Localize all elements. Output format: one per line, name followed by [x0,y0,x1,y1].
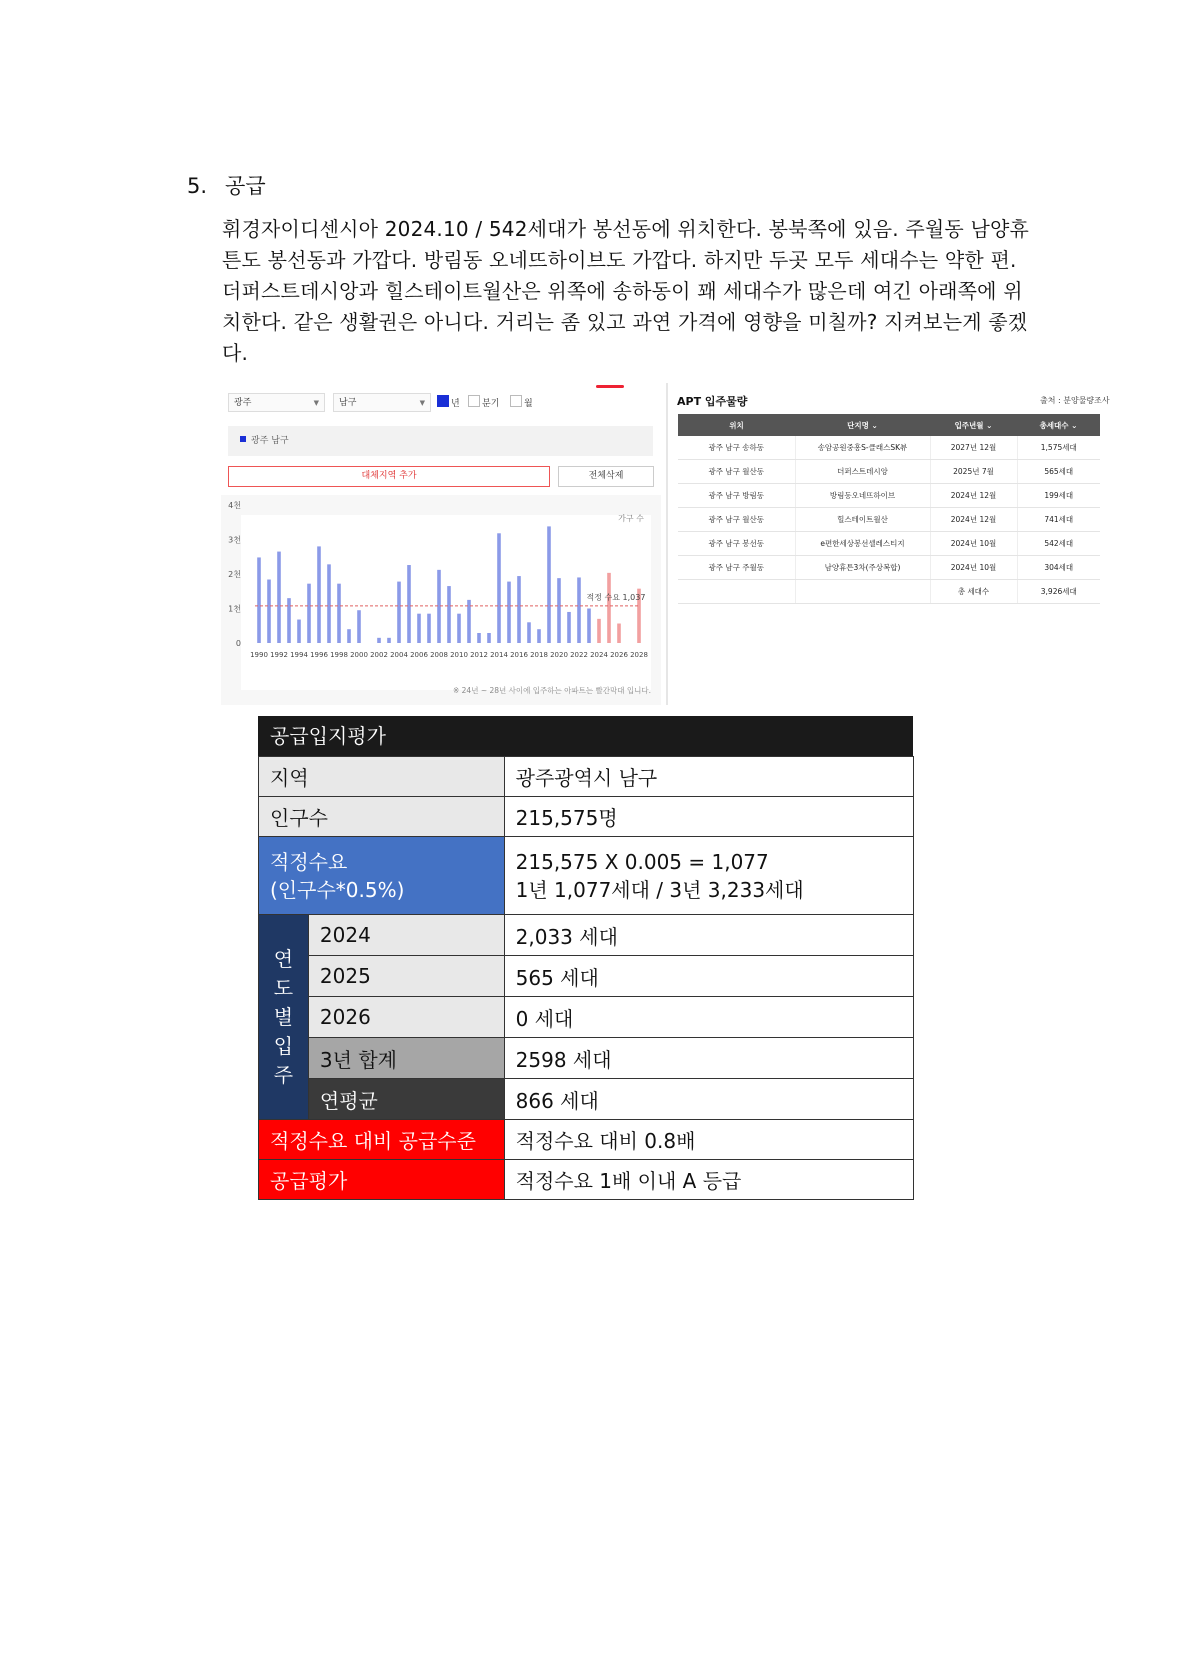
x-tick-label: 2022 [570,651,588,659]
bar [617,624,621,643]
grade-row [259,1160,914,1200]
col-header-units[interactable]: 총세대수 ⌄ [1017,414,1100,436]
bar [287,598,291,643]
cell [795,580,930,604]
cell: 더퍼스트데시앙 [795,460,930,484]
period-year-label: 년 [451,399,460,409]
bar [437,570,441,643]
chevron-down-icon: ▼ [419,399,425,407]
ratio-value: 적정수요 대비 0.8배 [504,1120,913,1160]
bar [267,580,271,643]
cell: 304세대 [1017,556,1100,580]
y-tick-label: 4천 [228,501,241,510]
table-total-row [678,580,1100,604]
bar [357,610,361,643]
demand-value-line: 1년 1,077세대 / 3년 3,233세대 [515,877,804,902]
vertical-char: 도 [273,975,294,1000]
yearly-supply-label [259,915,309,1120]
bar [317,546,321,643]
bar [457,614,461,643]
x-tick-label: 2010 [450,651,468,659]
period-month-label: 월 [524,399,533,409]
x-tick-label: 2028 [630,651,648,659]
bar [587,609,591,644]
checkbox-checked-icon [437,395,449,407]
demand-value [504,837,913,915]
bar [277,552,281,643]
table-row [678,460,1100,484]
bar [557,578,561,643]
bar [527,622,531,643]
district-select-value: 남구 [339,398,357,408]
series-label: 가구 수 [618,514,644,523]
section-title: 공급 [225,174,266,198]
cell: 남양휴튼3차(주상복합) [795,556,930,580]
x-tick-label: 2026 [610,651,628,659]
average-row [259,1079,914,1120]
demand-line-label: 적정 수요 1,037 [586,592,646,602]
region-label: 광주 남구 [251,436,289,446]
paragraph-line: 치한다. 같은 생활권은 아니다. 거리는 좀 있고 과연 가격에 영향을 미칠까? 지켜보는게 좋겠 [222,310,1028,334]
x-tick-label: 2024 [590,651,608,659]
bar [507,582,511,643]
bar [417,614,421,643]
cell: 광주 남구 방림동 [678,484,795,508]
y-tick-label: 2천 [228,570,241,579]
total-label: 3년 합계 [308,1038,504,1079]
average-value: 866 세대 [504,1079,913,1120]
demand-label [259,837,505,915]
body-paragraph [222,214,1042,369]
x-tick-label: 2008 [430,651,448,659]
x-tick-label: 2014 [490,651,508,659]
x-tick-label: 2012 [470,651,488,659]
bar [537,629,541,643]
table-row [678,532,1100,556]
paragraph-line: 다. [222,341,249,365]
bar [427,614,431,643]
bar [397,582,401,643]
year-row [259,956,914,997]
vertical-char: 주 [273,1062,294,1087]
bar [447,586,451,643]
population-value: 215,575명 [504,797,913,837]
year-value: 565 세대 [504,956,913,997]
bar [487,633,491,643]
apt-source-label: 출처 : 분양물량조사 [1040,396,1110,405]
bar [567,612,571,643]
col-header-complex[interactable]: 단지명 ⌄ [795,414,930,436]
total-value: 2598 세대 [504,1038,913,1079]
y-tick-label: 0 [235,639,241,648]
bar [297,620,301,643]
paragraph-line: 튼도 봉선동과 가깝다. 방림동 오네뜨하이브도 가깝다. 하지만 두곳 모두 세대수는 약한 편. [222,248,1017,272]
bar [517,576,521,643]
cell [678,580,795,604]
cell: 2024년 10월 [930,556,1017,580]
supply-evaluation-table [258,756,914,1200]
cell: 광주 남구 월산동 [678,460,795,484]
region-label: 지역 [259,757,505,797]
x-tick-label: 2018 [530,651,548,659]
cell: 1,575세대 [1017,436,1100,460]
cell: 3,926세대 [1017,580,1100,604]
checkbox-icon [510,395,522,407]
cell: 199세대 [1017,484,1100,508]
paragraph-line: 더퍼스트데시앙과 힐스테이트월산은 위쪽에 송하동이 꽤 세대수가 많은데 여긴 아래쪽에 위 [222,279,1023,303]
cell: 2024년 12월 [930,508,1017,532]
bar [327,564,331,643]
eval-table-title: 공급입지평가 [258,716,913,756]
table-row [678,508,1100,532]
year-row [259,915,914,956]
bar [577,577,581,643]
city-select-value: 광주 [234,398,252,408]
cell: 송암공원중흥S-클래스SK뷰 [795,436,930,460]
period-month-checkbox[interactable] [510,395,533,411]
district-select[interactable] [333,393,431,412]
section-heading [187,170,266,200]
x-tick-label: 2004 [390,651,408,659]
cell: 741세대 [1017,508,1100,532]
col-header-location[interactable]: 위치 [678,414,795,436]
bar [307,584,311,643]
average-label: 연평균 [308,1079,504,1120]
x-tick-label: 1990 [250,651,268,659]
bar [347,629,351,643]
x-tick-label: 1994 [290,651,308,659]
bar [477,633,481,643]
region-row [228,426,653,456]
checkbox-icon [468,395,480,407]
vertical-char: 별 [273,1004,294,1029]
bar [467,600,471,643]
section-number: 5. [187,174,208,198]
year-label: 2025 [308,956,504,997]
paragraph-line: 휘경자이디센시아 2024.10 / 542세대가 봉선동에 위치한다. 봉북쪽에 있음. 주월동 남양휴 [222,217,1030,241]
cell: e편한세상봉선셀레스티지 [795,532,930,556]
population-label: 인구수 [259,797,505,837]
y-tick-label: 3천 [228,535,241,545]
y-tick-label: 1천 [228,604,241,614]
cell: 2025년 7월 [930,460,1017,484]
table-row [678,436,1100,460]
supply-bar-chart [221,495,661,705]
year-row [259,997,914,1038]
city-select[interactable] [228,393,325,412]
cell: 방림동오네뜨하이브 [795,484,930,508]
add-region-button[interactable]: 대체지역 추가 [228,466,550,487]
chevron-down-icon: ▼ [313,399,319,407]
bar [407,565,411,643]
year-label: 2024 [308,915,504,956]
grade-label: 공급평가 [259,1160,505,1200]
x-tick-label: 2016 [510,651,528,659]
legend-square-icon [240,436,246,442]
cell: 2024년 10월 [930,532,1017,556]
table-row [678,556,1100,580]
cell: 565세대 [1017,460,1100,484]
ratio-label: 적정수요 대비 공급수준 [259,1120,505,1160]
vertical-char: 연 [273,946,294,971]
cell: 광주 남구 송하동 [678,436,795,460]
period-year-checkbox[interactable] [437,395,460,411]
cell: 광주 남구 월산동 [678,508,795,532]
x-tick-label: 2002 [370,651,388,659]
ratio-row [259,1120,914,1160]
cell: 542세대 [1017,532,1100,556]
year-value: 2,033 세대 [504,915,913,956]
cell: 총 세대수 [930,580,1017,604]
year-value: 0 세대 [504,997,913,1038]
bar [607,573,611,643]
demand-label-line: 적정수요 [270,849,348,874]
cell: 광주 남구 주월동 [678,556,795,580]
cell: 힐스테이트월산 [795,508,930,532]
bar [547,526,551,643]
bar [257,557,261,643]
x-tick-label: 2020 [550,651,568,659]
region-value: 광주광역시 남구 [504,757,913,797]
x-tick-label: 1996 [310,651,328,659]
bar [387,638,391,643]
x-tick-label: 1992 [270,651,288,659]
table-row [678,484,1100,508]
vertical-char: 입 [273,1033,294,1058]
col-header-date[interactable]: 입주년월 ⌄ [930,414,1017,436]
x-tick-label: 1998 [330,651,348,659]
population-row [259,797,914,837]
bar [597,619,601,643]
demand-label-line: (인구수*0.5%) [270,877,405,902]
year-label: 2026 [308,997,504,1038]
apt-supply-table [678,414,1100,604]
bar [337,584,341,643]
cell: 2027년 12월 [930,436,1017,460]
supply-chart-panel [221,385,661,705]
x-tick-label: 2000 [350,651,368,659]
bar [497,533,501,643]
bar [377,638,381,643]
x-tick-label: 2006 [410,651,428,659]
cell: 광주 남구 봉선동 [678,532,795,556]
cell: 2024년 12월 [930,484,1017,508]
period-quarter-checkbox[interactable] [468,395,499,411]
demand-value-line: 215,575 X 0.005 = 1,077 [515,849,769,874]
demand-row [259,837,914,915]
apt-table-title: APT 입주물량 [677,395,748,408]
region-row [259,757,914,797]
grade-value: 적정수요 1배 이내 A 등급 [504,1160,913,1200]
panel-divider [666,383,668,705]
chart-footnote: ※ 24년 ~ 28년 사이에 입주하는 아파트는 빨간막대 입니다. [452,686,651,695]
period-quarter-label: 분기 [482,399,500,409]
delete-all-button[interactable]: 전체삭제 [558,466,654,487]
total-row [259,1038,914,1079]
decoration-mark [596,385,624,388]
